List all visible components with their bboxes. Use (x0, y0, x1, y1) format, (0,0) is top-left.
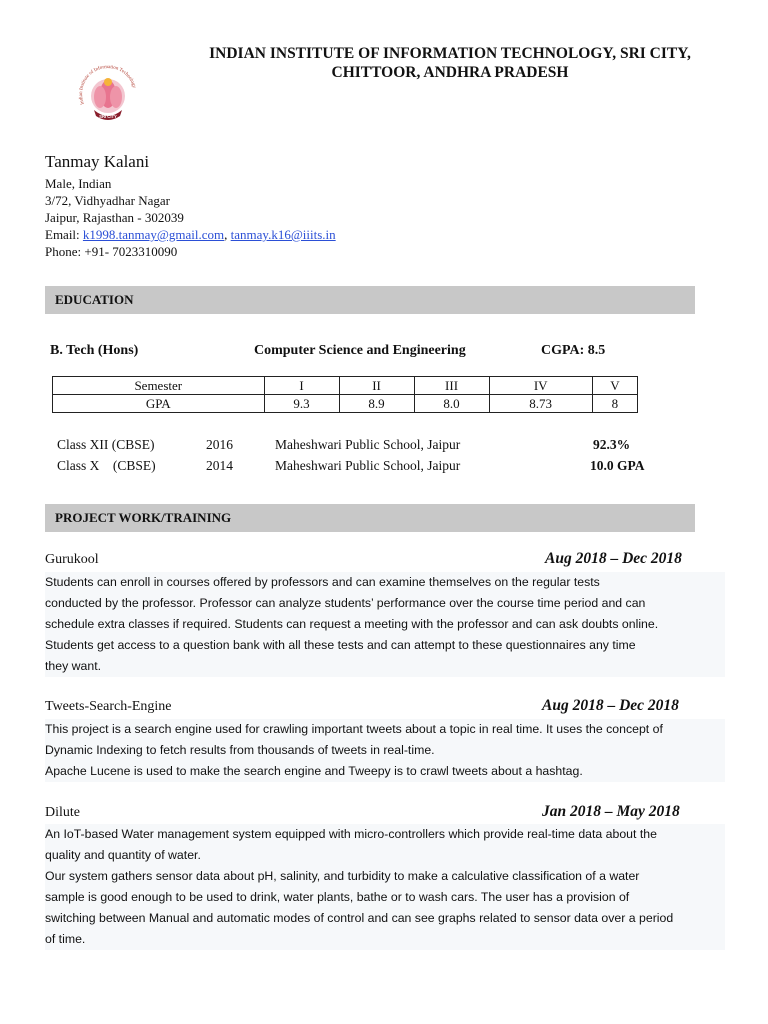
gender-nationality: Male, Indian (45, 176, 112, 191)
email-link-personal[interactable]: k1998.tanmay@gmail.com (82, 227, 225, 242)
description-line: conducted by the professor. Professor can analyze students’ performance over the course time period and can (45, 593, 725, 614)
table-cell: 8.0 (414, 395, 489, 413)
description-line: This project is a search engine used for crawling important tweets about a topic in real time. It uses the concept of (45, 719, 725, 740)
school-name: Maheshwari Public School, Jaipur (275, 458, 461, 473)
description-line: they want. (45, 656, 725, 677)
school-year: 2014 (206, 458, 233, 473)
project-description (45, 572, 725, 677)
description-line: An IoT-based Water management system equipped with micro-controllers which provide real-time data about the (45, 824, 725, 845)
project-title: Gurukool (45, 552, 99, 567)
projects-section-header (45, 504, 695, 532)
description-line: sample is good enough to be used to drink, water plants, bathe or to wash cars. The user has a provision of (45, 887, 725, 908)
email-separator: , (224, 227, 231, 242)
logo-arc-text: Indian Institute of Information Technology (78, 64, 137, 106)
table-cell: 8 (592, 395, 637, 413)
institute-name-line2: CHITTOOR, ANDHRA PRADESH (331, 64, 569, 81)
education-heading: EDUCATION (55, 292, 134, 307)
project-dates: Aug 2018 – Dec 2018 (542, 697, 679, 714)
school-class: Class X (CBSE) (57, 458, 156, 473)
table-header-cell: III (414, 377, 489, 395)
school-score: 92.3% (593, 437, 631, 452)
table-header-cell: V (592, 377, 637, 395)
project-dates: Jan 2018 – May 2018 (542, 803, 680, 820)
address-line1: 3/72, Vidhyadhar Nagar (45, 193, 170, 208)
description-line: Our system gathers sensor data about pH, salinity, and turbidity to make a calculative classification of a water (45, 866, 725, 887)
table-header-cell: IV (489, 377, 592, 395)
phone-line: Phone: +91- 7023310090 (45, 244, 178, 259)
email-line (45, 226, 336, 243)
project-description (45, 719, 725, 782)
table-header-cell: I (264, 377, 339, 395)
description-line: quality and quantity of water. (45, 845, 725, 866)
school-score: 10.0 GPA (590, 458, 645, 473)
address-line2: Jaipur, Rajasthan - 302039 (45, 210, 184, 225)
candidate-name: Tanmay Kalani (45, 152, 150, 171)
project-title: Tweets-Search-Engine (45, 699, 172, 714)
description-line: schedule extra classes if required. Students can request a meeting with the professor and can ask doubts online. (45, 614, 725, 635)
table-cell: GPA (53, 395, 265, 413)
table-row (53, 395, 638, 413)
table-cell: 8.9 (339, 395, 414, 413)
table-header-cell: II (339, 377, 414, 395)
institute-logo (72, 60, 144, 132)
table-header-cell: Semester (53, 377, 265, 395)
email-link-institute[interactable]: tanmay.k16@iiits.in (230, 227, 336, 242)
description-line: Students get access to a question bank with all these tests and can attempt to these questionnaires any time (45, 635, 725, 656)
email-label: Email: (45, 227, 83, 242)
branch: Computer Science and Engineering (254, 343, 466, 358)
degree: B. Tech (Hons) (50, 343, 139, 358)
institute-name-line1: INDIAN INSTITUTE OF INFORMATION TECHNOLOGY, SRI CITY, (209, 45, 691, 62)
table-cell: 9.3 (264, 395, 339, 413)
school-name: Maheshwari Public School, Jaipur (275, 437, 461, 452)
logo-badge-text: SRI CITY (99, 114, 117, 119)
project-dates: Aug 2018 – Dec 2018 (545, 550, 682, 567)
school-class: Class XII (CBSE) (57, 437, 155, 452)
description-line: Students can enroll in courses offered by professors and can examine themselves on the regular tests (45, 572, 725, 593)
cgpa: CGPA: 8.5 (541, 343, 606, 358)
projects-heading: PROJECT WORK/TRAINING (55, 510, 232, 525)
project-title: Dilute (45, 805, 80, 820)
table-cell: 8.73 (489, 395, 592, 413)
project-description (45, 824, 725, 950)
education-section-header (45, 286, 695, 314)
table-row (53, 377, 638, 395)
description-line: of time. (45, 929, 725, 950)
description-line: switching between Manual and automatic modes of control and can see graphs related to sensor data over a period (45, 908, 725, 929)
description-line: Dynamic Indexing to fetch results from thousands of tweets in real-time. (45, 740, 725, 761)
semester-gpa-table (52, 376, 638, 413)
description-line: Apache Lucene is used to make the search engine and Tweepy is to crawl tweets about a hashtag. (45, 761, 725, 782)
school-year: 2016 (206, 437, 233, 452)
